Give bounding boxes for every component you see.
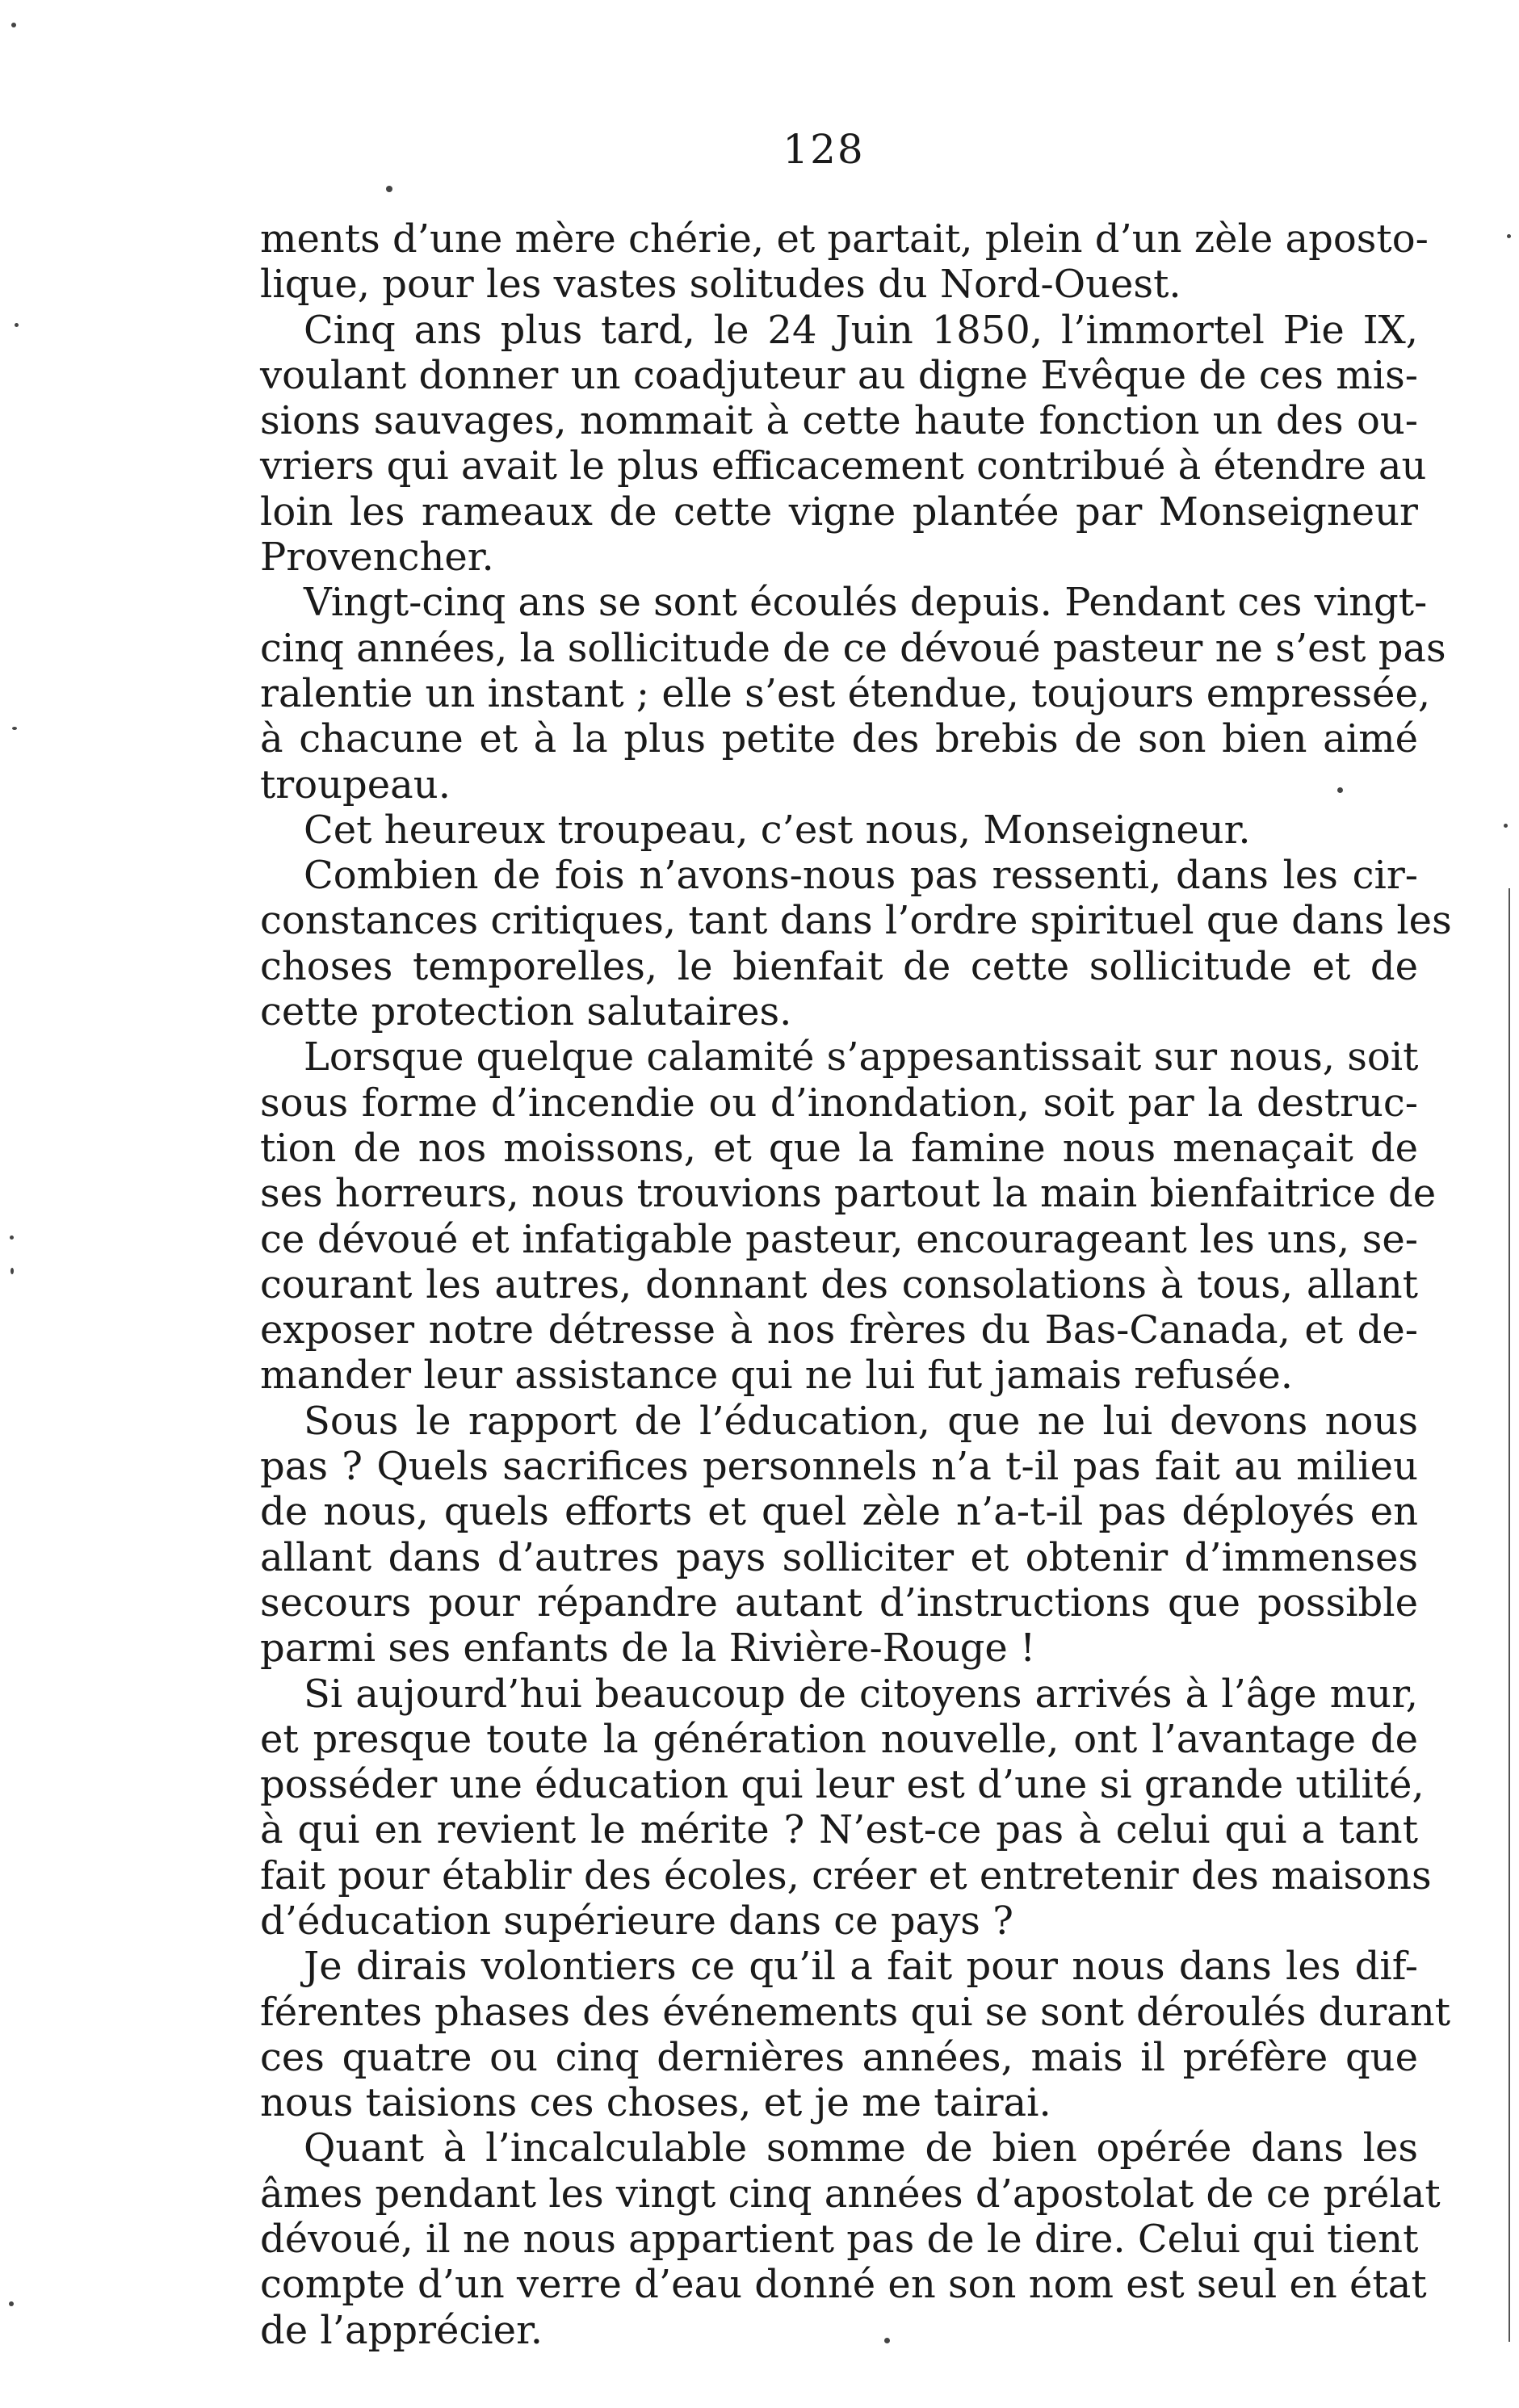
text-line: Si aujourd’hui beaucoup de citoyens arrivés à l’âge mur, (304, 1671, 1418, 1717)
scan-speck (11, 23, 16, 27)
text-line: à qui en revient le mérite ? N’est-ce pas à celui qui a tant (260, 1807, 1418, 1853)
text-line: de l’apprécier. (260, 2307, 543, 2353)
text-line: allant dans d’autres pays solliciter et obtenir d’immenses (260, 1534, 1418, 1580)
text-line: fait pour établir des écoles, créer et entretenir des maisons (260, 1852, 1432, 1898)
text-line: sous forme d’incendie ou d’inondation, soit par la destruc- (260, 1080, 1418, 1126)
text-line: nous taisions ces choses, et je me tairai. (260, 2080, 1051, 2126)
text-line: mander leur assistance qui ne lui fut jamais refusée. (260, 1353, 1294, 1399)
text-line: troupeau. (260, 761, 451, 808)
text-line: pas ? Quels sacrifices personnels n’a t-il pas fait au milieu (260, 1444, 1418, 1490)
text-line: courant les autres, donnant des consolations à tous, allant (260, 1261, 1418, 1307)
text-line: posséder une éducation qui leur est d’une si grande utilité, (260, 1762, 1425, 1808)
text-line: dévoué, il ne nous appartient pas de le dire. Celui qui tient (260, 2217, 1419, 2263)
text-line: Je dirais volontiers ce qu’il a fait pour nous dans les dif- (304, 1944, 1418, 1990)
page-edge-shadow (1509, 888, 1510, 2342)
text-line: Sous le rapport de l’éducation, que ne lui devons nous (304, 1398, 1418, 1444)
scan-speck (386, 186, 392, 192)
text-line: voulant donner un coadjuteur au digne Evêque de ces mis- (260, 352, 1418, 398)
scan-speck (1504, 824, 1508, 828)
scan-speck (15, 323, 19, 327)
text-line: loin les rameaux de cette vigne plantée par Monseigneur (260, 489, 1418, 535)
text-line: ces quatre ou cinq dernières années, mais il préfère que (260, 2034, 1418, 2080)
text-line: secours pour répandre autant d’instructions que possible (260, 1579, 1418, 1626)
text-line: tion de nos moissons, et que la famine nous menaçait de (260, 1125, 1418, 1171)
body-text (260, 216, 1452, 2353)
text-line: âmes pendant les vingt cinq années d’apostolat de ce prélat (260, 2171, 1441, 2217)
text-line: Cinq ans plus tard, le 24 Juin 1850, l’immortel Pie IX, (304, 307, 1418, 353)
text-line: ce dévoué et infatigable pasteur, encourageant les uns, se- (260, 1216, 1418, 1262)
text-line: vriers qui avait le plus efficacement contribué à étendre au (260, 443, 1427, 489)
text-line: et presque toute la génération nouvelle, ont l’avantage de (260, 1716, 1418, 1762)
text-line: lique, pour les vastes solitudes du Nord-Ouest. (260, 262, 1181, 308)
text-line: sions sauvages, nommait à cette haute fonction un des ou- (260, 398, 1418, 444)
scan-speck (12, 727, 17, 730)
text-line: parmi ses enfants de la Rivière-Rouge ! (260, 1626, 1036, 1672)
text-line: Combien de fois n’avons-nous pas ressenti, dans les cir- (304, 853, 1418, 899)
page-number: 128 (783, 126, 865, 173)
text-line: cinq années, la sollicitude de ce dévoué pasteur ne s’est pas (260, 625, 1446, 671)
text-line: Provencher. (260, 535, 494, 581)
text-line: Vingt-cinq ans se sont écoulés depuis. Pendant ces vingt- (304, 580, 1428, 626)
scan-speck (1507, 234, 1511, 238)
text-line: constances critiques, tant dans l’ordre spirituel que dans les (260, 898, 1452, 944)
text-line: Quant à l’incalculable somme de bien opérée dans les (304, 2125, 1418, 2171)
text-line: compte d’un verre d’eau donné en son nom est seul en état (260, 2262, 1427, 2308)
text-line: cette protection salutaires. (260, 989, 792, 1035)
scan-speck (884, 2338, 890, 2343)
text-line: ses horreurs, nous trouvions partout la main bienfaitrice de (260, 1171, 1437, 1217)
text-line: férentes phases des événements qui se sont déroulés durant (260, 1989, 1450, 2035)
text-line: d’éducation supérieure dans ce pays ? (260, 1898, 1013, 1944)
text-line: choses temporelles, le bienfait de cette sollicitude et de (260, 943, 1418, 989)
scan-speck (9, 2301, 14, 2306)
text-line: à chacune et à la plus petite des brebis de son bien aimé (260, 716, 1418, 762)
text-line: ralentie un instant ; elle s’est étendue, toujours empressée, (260, 670, 1431, 716)
text-line: Cet heureux troupeau, c’est nous, Monseigneur. (304, 807, 1251, 853)
text-line: ments d’une mère chérie, et partait, plein d’un zèle aposto- (260, 216, 1429, 262)
text-line: Lorsque quelque calamité s’appesantissait sur nous, soit (304, 1034, 1419, 1080)
text-line: exposer notre détresse à nos frères du Bas-Canada, et de- (260, 1307, 1418, 1353)
scan-speck (10, 1235, 14, 1240)
text-line: de nous, quels efforts et quel zèle n’a-t-il pas déployés en (260, 1489, 1418, 1535)
scan-speck (1337, 787, 1343, 793)
scan-speck (10, 1268, 14, 1274)
